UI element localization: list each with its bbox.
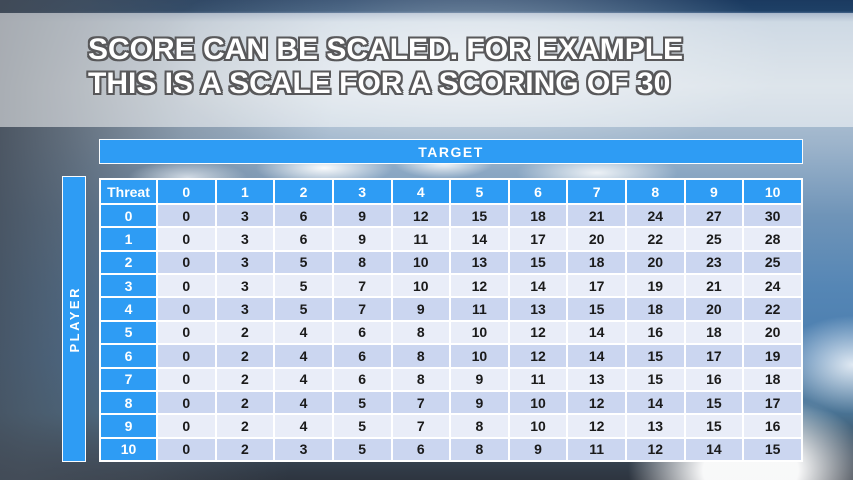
score-cell: 15 [509,251,568,274]
player-row-header: 4 [100,297,157,320]
score-cell: 15 [626,368,685,391]
score-cell: 16 [626,321,685,344]
score-cell: 5 [274,251,333,274]
table-header-row [100,179,802,204]
score-cell: 9 [450,368,509,391]
score-cell: 10 [450,344,509,367]
score-cell: 0 [157,368,216,391]
score-cell: 13 [509,297,568,320]
score-cell: 13 [567,368,626,391]
score-cell: 17 [509,227,568,250]
player-row-header: 8 [100,391,157,414]
score-cell: 3 [274,438,333,461]
score-cell: 13 [626,414,685,437]
score-cell: 11 [392,227,451,250]
score-cell: 28 [743,227,802,250]
table-row [100,438,802,461]
score-cell: 0 [157,227,216,250]
score-cell: 6 [333,344,392,367]
score-cell: 0 [157,297,216,320]
score-cell: 3 [216,274,275,297]
score-cell: 0 [157,438,216,461]
score-cell: 5 [333,391,392,414]
score-cell: 22 [743,297,802,320]
score-cell: 18 [567,251,626,274]
score-cell: 8 [392,368,451,391]
table-row [100,274,802,297]
score-cell: 22 [626,227,685,250]
target-axis-header [99,139,803,164]
score-cell: 15 [743,438,802,461]
score-cell: 3 [216,251,275,274]
score-cell: 12 [509,344,568,367]
target-axis-label: TARGET [418,143,484,160]
score-cell: 24 [626,204,685,227]
player-row-header: 1 [100,227,157,250]
score-cell: 11 [450,297,509,320]
score-cell: 4 [274,391,333,414]
score-cell: 9 [392,297,451,320]
score-cell: 17 [567,274,626,297]
score-cell: 2 [216,391,275,414]
score-cell: 5 [333,438,392,461]
score-cell: 5 [333,414,392,437]
target-column-header: 5 [450,179,509,204]
score-cell: 14 [567,321,626,344]
score-cell: 23 [685,251,744,274]
score-cell: 4 [274,344,333,367]
score-cell: 20 [626,251,685,274]
slide-title [88,33,683,101]
score-cell: 6 [392,438,451,461]
score-cell: 12 [392,204,451,227]
score-cell: 9 [333,227,392,250]
score-cell: 27 [685,204,744,227]
player-row-header: 0 [100,204,157,227]
score-cell: 8 [392,321,451,344]
score-cell: 20 [685,297,744,320]
score-cell: 6 [274,227,333,250]
score-cell: 14 [509,274,568,297]
score-cell: 21 [567,204,626,227]
score-cell: 7 [392,391,451,414]
target-column-header: 10 [743,179,802,204]
table-row [100,344,802,367]
score-cell: 20 [567,227,626,250]
target-column-header: 7 [567,179,626,204]
score-cell: 0 [157,344,216,367]
score-cell: 4 [274,368,333,391]
score-cell: 7 [333,297,392,320]
score-cell: 24 [743,274,802,297]
table-row [100,368,802,391]
score-cell: 11 [509,368,568,391]
player-row-header: 5 [100,321,157,344]
target-column-header: 1 [216,179,275,204]
score-cell: 2 [216,344,275,367]
score-cell: 25 [743,251,802,274]
player-axis-header [62,176,86,462]
score-cell: 18 [743,368,802,391]
score-cell: 11 [567,438,626,461]
score-cell: 3 [216,227,275,250]
score-cell: 14 [626,391,685,414]
score-cell: 0 [157,251,216,274]
score-cell: 12 [567,391,626,414]
score-cell: 15 [685,391,744,414]
score-cell: 15 [567,297,626,320]
score-cell: 3 [216,204,275,227]
score-cell: 15 [626,344,685,367]
score-cell: 17 [685,344,744,367]
score-cell: 7 [392,414,451,437]
score-cell: 14 [567,344,626,367]
score-cell: 18 [685,321,744,344]
score-cell: 12 [626,438,685,461]
score-cell: 12 [509,321,568,344]
score-cell: 9 [333,204,392,227]
score-cell: 10 [450,321,509,344]
score-cell: 5 [274,297,333,320]
score-cell: 10 [509,391,568,414]
score-cell: 10 [392,274,451,297]
score-cell: 8 [333,251,392,274]
player-row-header: 7 [100,368,157,391]
score-cell: 21 [685,274,744,297]
target-column-header: 9 [685,179,744,204]
player-row-header: 6 [100,344,157,367]
score-cell: 19 [626,274,685,297]
table-row [100,297,802,320]
score-cell: 17 [743,391,802,414]
target-column-header: 6 [509,179,568,204]
score-cell: 2 [216,438,275,461]
score-cell: 3 [216,297,275,320]
score-cell: 0 [157,414,216,437]
player-row-header: 3 [100,274,157,297]
score-cell: 12 [567,414,626,437]
score-cell: 2 [216,414,275,437]
table-row [100,321,802,344]
target-column-header: 2 [274,179,333,204]
player-axis-label: PLAYER [66,285,82,353]
table-row [100,204,802,227]
score-cell: 0 [157,321,216,344]
score-cell: 4 [274,414,333,437]
score-cell: 16 [743,414,802,437]
table-row [100,391,802,414]
score-cell: 14 [450,227,509,250]
score-cell: 2 [216,321,275,344]
score-cell: 12 [450,274,509,297]
player-row-header: 10 [100,438,157,461]
score-cell: 16 [685,368,744,391]
score-cell: 30 [743,204,802,227]
score-cell: 20 [743,321,802,344]
score-cell: 8 [450,438,509,461]
table-row [100,227,802,250]
table-row [100,251,802,274]
score-cell: 8 [392,344,451,367]
score-cell: 9 [450,391,509,414]
score-cell: 6 [333,321,392,344]
player-row-header: 9 [100,414,157,437]
target-column-header: 0 [157,179,216,204]
score-cell: 0 [157,274,216,297]
table-row [100,414,802,437]
score-cell: 19 [743,344,802,367]
slide-title-line2: THIS IS A SCALE FOR A SCORING OF 30 [88,67,671,100]
player-row-header: 2 [100,251,157,274]
score-cell: 18 [509,204,568,227]
score-cell: 6 [333,368,392,391]
score-cell: 2 [216,368,275,391]
score-cell: 4 [274,321,333,344]
score-matrix-table [99,178,803,462]
score-cell: 7 [333,274,392,297]
threat-corner-header: Threat [100,179,157,204]
score-cell: 0 [157,204,216,227]
score-cell: 9 [509,438,568,461]
score-cell: 14 [685,438,744,461]
score-cell: 25 [685,227,744,250]
score-cell: 0 [157,391,216,414]
title-banner [0,13,853,127]
target-column-header: 4 [392,179,451,204]
score-cell: 6 [274,204,333,227]
slide-title-line1: SCORE CAN BE SCALED. FOR EXAMPLE [88,33,684,66]
score-cell: 10 [509,414,568,437]
score-cell: 8 [450,414,509,437]
score-cell: 15 [450,204,509,227]
score-cell: 18 [626,297,685,320]
target-column-header: 3 [333,179,392,204]
target-column-header: 8 [626,179,685,204]
score-cell: 15 [685,414,744,437]
score-cell: 13 [450,251,509,274]
score-cell: 10 [392,251,451,274]
score-cell: 5 [274,274,333,297]
